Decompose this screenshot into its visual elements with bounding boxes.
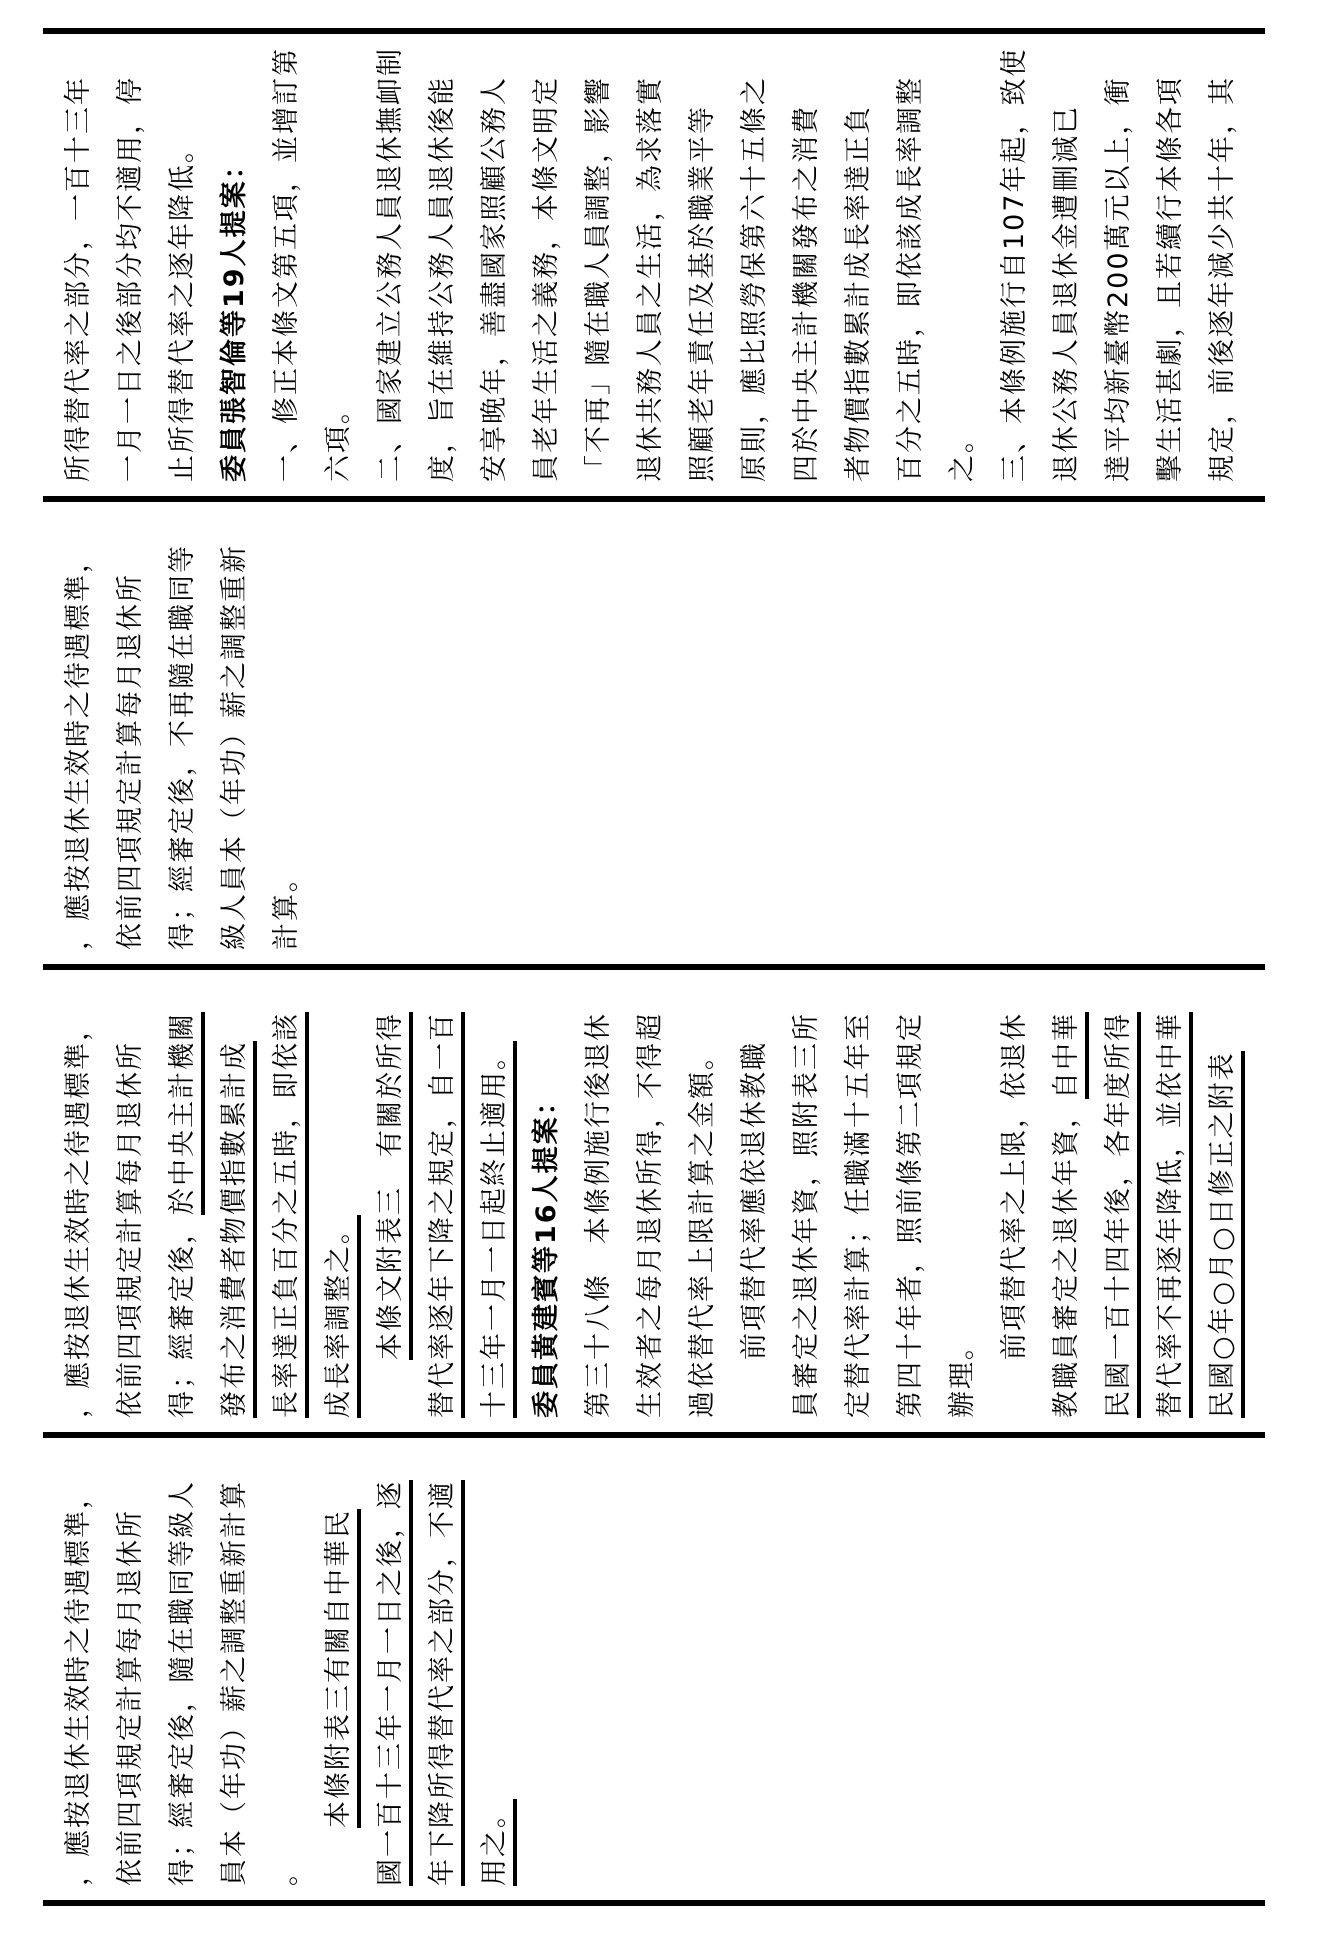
text-line [573,42,625,482]
text-segment: 二、國家建立公務人員退休撫卹制 [375,47,406,482]
text-line [53,1446,105,1886]
text-line [53,42,105,482]
text-segment: 一、修正本條文第五項，並增訂第 [271,47,302,482]
text-line [1093,42,1145,482]
text-line [469,978,521,1418]
text-line [1145,978,1197,1418]
underlined-text-segment: 本條文附表三 有關於所得 [375,1012,413,1360]
text-line [469,42,521,482]
underlined-text-segment: 長率達正負百分之五時，即依該 [271,1012,309,1418]
text-line [313,42,365,482]
text-segment: 退休公務人員退休金遭刪減已 [1051,105,1082,482]
underlined-text-segment: 替代率不再逐年降低，並依中華 [1155,1012,1193,1418]
text-segment: 四於中央主計機關發布之消費 [791,105,822,482]
text-line [53,978,105,1418]
text-segment: 生效者之每月退休所得，不得超 [635,1012,666,1418]
text-line [729,42,781,482]
text-segment: 達平均新臺幣200萬元以上，衝 [1103,76,1134,482]
text-line [833,978,885,1418]
text-segment: 六項。 [323,395,354,482]
text-line [365,978,417,1418]
underlined-text-segment: 用之。 [479,1799,517,1886]
text-segment: 「不再」隨在職人員調整，影響 [583,76,614,482]
text-segment: 得；經審定後，隨在職同等級人 [167,1480,198,1886]
text-segment: 定替代率計算；任職滿十五年至 [843,1012,874,1418]
text-segment: 。 [271,1857,302,1886]
underlined-text-segment: 國一百十三年一月一日之後，逐 [375,1480,413,1886]
comparison-table [43,28,1265,1906]
text-line [417,42,469,482]
text-line [833,42,885,482]
text-segment: 得；經審定後， [167,1215,198,1418]
text-line [989,978,1041,1418]
text-segment: 依前四項規定計算每月退休所 [115,573,146,950]
underlined-text-segment: 成長率調整之。 [323,1215,361,1418]
text-line [209,1446,261,1886]
text-line [365,1446,417,1886]
text-segment: 照顧老年責任及基於職業平等 [687,105,718,482]
text-line [1093,978,1145,1418]
underlined-text-segment: 十三年一月一日起終止適用。 [479,1041,517,1418]
table-column-1 [43,28,1265,496]
proposal-header-text: 委員黃建賓等16人提案： [531,1086,562,1418]
text-line [989,42,1041,482]
text-line [1041,978,1093,1418]
text-line [781,42,833,482]
text-line [573,978,625,1418]
text-segment: 原則，應比照勞保第六十五條之 [739,76,770,482]
text-line [417,1446,469,1886]
text-segment: 計算。 [271,863,302,950]
text-line [1197,42,1249,482]
text-line [209,978,261,1418]
text-line [365,42,417,482]
underlined-text-segment: 替代率逐年下降之規定，自一百 [427,1012,465,1418]
text-line [417,978,469,1418]
text-segment: 過依替代率上限計算之金額。 [687,1041,718,1418]
text-segment: 辦理。 [947,1331,978,1418]
text-segment: 員本（年功）薪之調整重新計算 [219,1480,250,1886]
text-segment: 依前四項規定計算每月退休所 [115,1041,146,1418]
text-segment: 安享晚年，善盡國家照顧公務人 [479,76,510,482]
text-segment: ，應按退休生效時之待遇標準， [63,1480,94,1886]
text-segment: 百分之五時，即依該成長率調整 [895,76,926,482]
text-line [885,978,937,1418]
text-line [157,510,209,950]
text-line [157,42,209,482]
text-line [937,978,989,1418]
underlined-text-segment: 於中央主計機關 [167,1012,205,1215]
text-line [261,1446,313,1886]
text-line [625,978,677,1418]
text-segment: 第四十年者，照前條第二項規定 [895,1012,926,1418]
text-line [469,1446,521,1886]
text-segment: 擊生活甚劇，且若續行本條各項 [1155,76,1186,482]
text-segment: ，應按退休生效時之待遇標準， [63,544,94,950]
text-line [157,1446,209,1886]
text-line [261,42,313,482]
text-line [261,978,313,1418]
text-segment: 所得替代率之部分，一百十三年 [63,76,94,482]
text-line [313,978,365,1418]
table-column-4 [43,1432,1265,1900]
text-line [313,1446,365,1886]
table-column-3 [43,964,1265,1432]
underlined-text-segment: 民國一百十四年後，各年度所得 [1103,1012,1141,1418]
text-segment: 三、本條例施行自107年起，致使 [999,47,1030,482]
text-segment: 前項替代率應依退休教職 [739,1041,770,1418]
text-line [261,510,313,950]
underlined-text-segment: 年下降所得替代率之部分，不適 [427,1480,465,1886]
text-line [105,1446,157,1886]
text-segment: 依前四項規定計算每月退休所 [115,1509,146,1886]
text-line [625,42,677,482]
table-column-2 [43,496,1265,964]
text-segment: 之。 [947,424,978,482]
text-line [209,42,261,482]
text-segment: 規定，前後逐年減少共十年，其 [1207,76,1238,482]
text-segment: 止所得替代率之逐年降低。 [167,134,198,482]
text-segment: ，應按退休生效時之待遇標準， [63,1012,94,1418]
text-segment: 員審定之退休年資，照附表三所 [791,1012,822,1418]
underlined-text-segment: 發布之消費者物價指數累計成 [219,1041,257,1418]
text-line [521,42,573,482]
text-line [885,42,937,482]
text-segment: 級人員本（年功）薪之調整重新 [219,544,250,950]
text-segment: 教職員審定之退休年資， [1051,1099,1082,1418]
text-line [1145,42,1197,482]
text-segment [375,1360,406,1418]
proposal-header-text: 委員張智倫等19人提案： [219,150,250,482]
text-segment: 退休共務人員之生活，為求落實 [635,76,666,482]
text-segment: 員老年生活之義務，本條文明定 [531,76,562,482]
text-segment: 一月一日之後部分均不適用，停 [115,76,146,482]
text-line [157,978,209,1418]
text-line [677,42,729,482]
underlined-text-segment: 自中華 [1051,1012,1089,1099]
text-line [105,978,157,1418]
underlined-text-segment: 民國○年○月○日修正之附表 [1207,1051,1245,1418]
text-line [105,510,157,950]
text-line [781,978,833,1418]
text-line [729,978,781,1418]
text-line [677,978,729,1418]
underlined-text-segment: 本條附表三有關自中華民 [323,1509,361,1828]
text-line [105,42,157,482]
text-line [1197,978,1249,1418]
text-segment: 得；經審定後，不再隨在職同等 [167,544,198,950]
text-segment [323,1828,354,1886]
text-line [1041,42,1093,482]
text-line [53,510,105,950]
text-segment: 者物價指數累計成長率達正負 [843,105,874,482]
text-segment: 度，旨在維持公務人員退休後能 [427,76,458,482]
text-segment: 前項替代率之上限，依退休 [999,1012,1030,1418]
text-line [209,510,261,950]
text-line [521,978,573,1418]
text-segment: 第三十八條 本條例施行後退休 [583,1012,614,1418]
text-line [937,42,989,482]
